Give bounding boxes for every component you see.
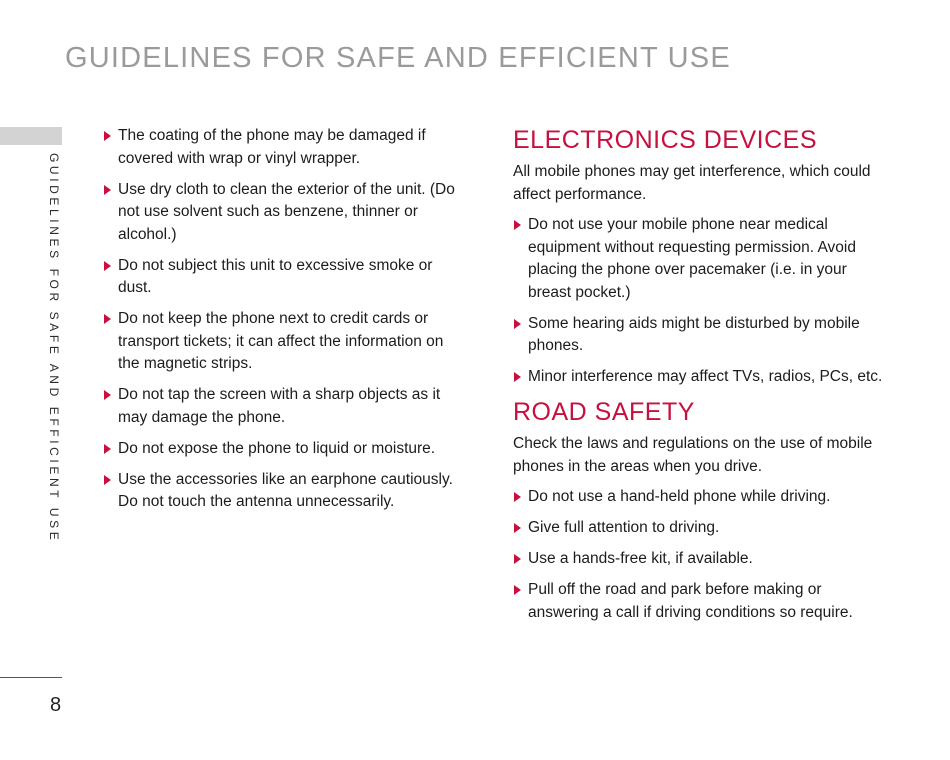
triangle-bullet-icon: [514, 372, 521, 382]
page-title: GUIDELINES FOR SAFE AND EFFICIENT USE: [65, 42, 731, 74]
list-item-text: Use dry cloth to clean the exterior of the unit. (Do not use solvent such as benzene, thinner or alcohol.): [118, 180, 455, 243]
list-item-text: Use the accessories like an earphone cautiously. Do not touch the antenna unnecessarily.: [118, 470, 453, 510]
list-item: [103, 125, 465, 170]
triangle-bullet-icon: [104, 261, 111, 271]
care-bullet-list: [103, 125, 465, 514]
list-item: [513, 214, 893, 304]
list-item: [513, 486, 893, 509]
triangle-bullet-icon: [514, 523, 521, 533]
triangle-bullet-icon: [104, 314, 111, 324]
triangle-bullet-icon: [104, 390, 111, 400]
list-item-text: Some hearing aids might be disturbed by mobile phones.: [528, 314, 860, 354]
list-item-text: Do not keep the phone next to credit cards or transport tickets; it can affect the information on the magnetic strips.: [118, 310, 444, 372]
list-item: [513, 366, 893, 389]
list-item: [513, 548, 893, 571]
list-item: [103, 255, 465, 300]
list-item: [103, 469, 465, 514]
list-item: [513, 579, 893, 624]
road-safety-heading: ROAD SAFETY: [513, 398, 695, 426]
side-tab-marker: [0, 127, 62, 145]
page-number: 8: [50, 694, 62, 716]
list-item-text: Minor interference may affect TVs, radios, PCs, etc.: [528, 368, 883, 385]
list-item: [513, 313, 893, 358]
triangle-bullet-icon: [514, 220, 521, 230]
list-item-text: Do not use your mobile phone near medical equipment without requesting permission. Avoid placing the phone over pacemaker (i.e. in your breast pocket.): [528, 216, 856, 301]
triangle-bullet-icon: [104, 185, 111, 195]
triangle-bullet-icon: [104, 475, 111, 485]
list-item-text: Do not expose the phone to liquid or moisture.: [118, 439, 436, 457]
triangle-bullet-icon: [514, 492, 521, 502]
list-item: [103, 438, 465, 461]
list-item-text: The coating of the phone may be damaged if covered with wrap or vinyl wrapper.: [118, 127, 426, 167]
list-item-text: Pull off the road and park before making or answering a call if driving conditions so require.: [528, 581, 853, 621]
electronics-bullet-list: [513, 214, 893, 389]
road-safety-intro: Check the laws and regulations on the use of mobile phones in the areas when you drive.: [513, 435, 873, 475]
side-divider: [0, 677, 62, 678]
left-column: [103, 125, 465, 522]
electronics-heading: ELECTRONICS DEVICES: [513, 126, 818, 154]
list-item: [103, 179, 465, 247]
list-item-text: Do not subject this unit to excessive smoke or dust.: [118, 256, 433, 296]
right-column: [513, 125, 893, 633]
triangle-bullet-icon: [514, 554, 521, 564]
list-item: [103, 384, 465, 429]
list-item: [103, 308, 465, 376]
road-safety-bullet-list: [513, 486, 893, 624]
list-item-text: Give full attention to driving.: [528, 519, 720, 536]
triangle-bullet-icon: [104, 444, 111, 454]
triangle-bullet-icon: [104, 131, 111, 141]
electronics-intro: All mobile phones may get interference, which could affect performance.: [513, 163, 871, 203]
list-item: [513, 517, 893, 540]
list-item-text: Use a hands-free kit, if available.: [528, 550, 753, 567]
side-section-label: GUIDELINES FOR SAFE AND EFFICIENT USE: [47, 153, 61, 544]
triangle-bullet-icon: [514, 319, 521, 329]
list-item-text: Do not tap the screen with a sharp objects as it may damage the phone.: [118, 386, 441, 426]
list-item-text: Do not use a hand-held phone while driving.: [528, 488, 831, 505]
triangle-bullet-icon: [514, 585, 521, 595]
